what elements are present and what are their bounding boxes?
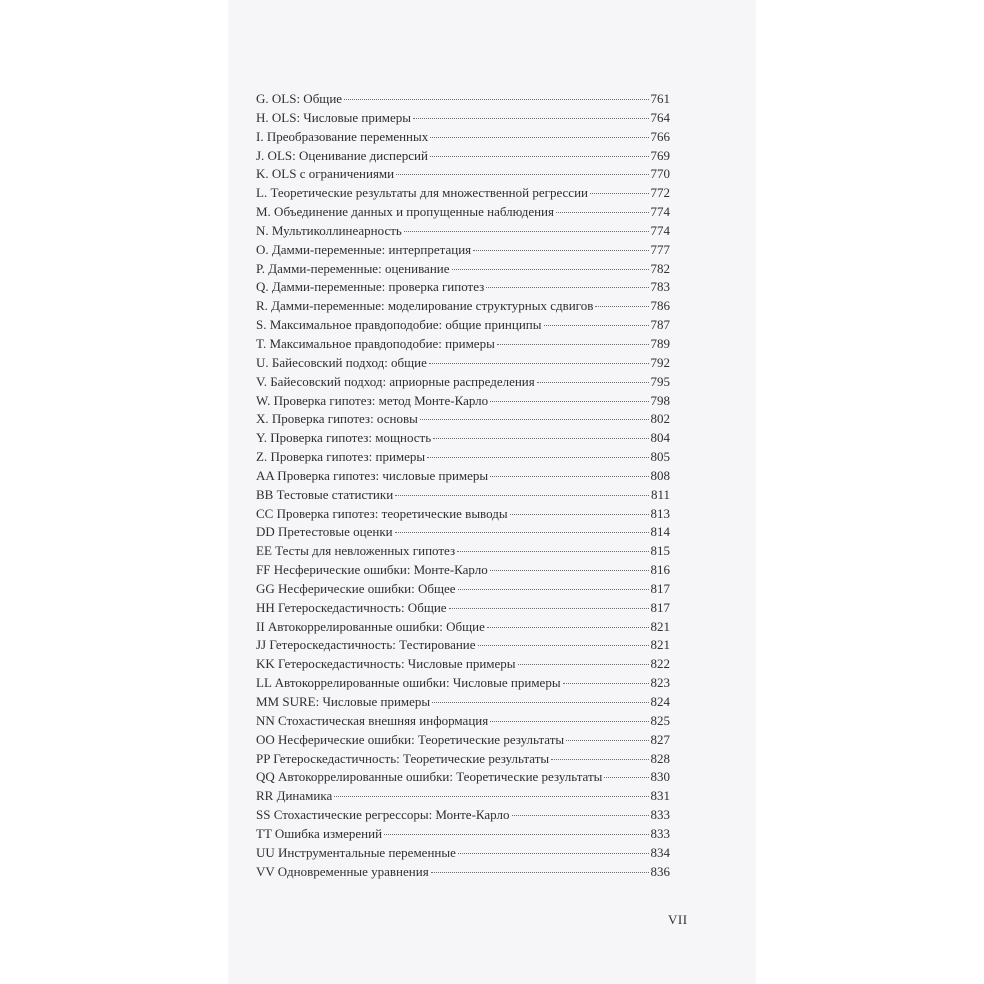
toc-entry-page-number: 830: [650, 769, 670, 785]
toc-entry: [256, 713, 670, 732]
toc-entry-page-number: 815: [650, 543, 670, 559]
dot-leader: [452, 269, 649, 270]
toc-entry: [256, 487, 670, 506]
toc-entry-title: VV Одновременные уравнения: [256, 863, 429, 879]
dot-leader: [566, 740, 648, 741]
toc-entry-page-number: 822: [650, 656, 670, 672]
toc-entry-title: S. Максимальное правдоподобие: общие принципы: [256, 317, 542, 333]
dot-leader: [431, 872, 649, 873]
toc-entry-title: X. Проверка гипотез: основы: [256, 411, 418, 427]
toc-entry-title: RR Динамика: [256, 788, 333, 804]
dot-leader: [384, 834, 648, 835]
toc-entry-title: AA Проверка гипотез: числовые примеры: [256, 467, 489, 483]
dot-leader: [430, 156, 649, 157]
toc-entry: [256, 298, 670, 317]
toc-entry-title: SS Стохастические регрессоры: Монте-Карло: [256, 807, 510, 823]
toc-entry-title: H. OLS: Числовые примеры: [256, 109, 412, 125]
toc-entry-page-number: 772: [650, 185, 670, 201]
dot-leader: [433, 438, 648, 439]
toc-entry-title: GG Несферические ошибки: Общее: [256, 580, 456, 596]
toc-entry-page-number: 761: [650, 91, 670, 106]
toc-entry: [256, 864, 670, 883]
toc-entry: [256, 788, 670, 807]
toc-entry: [256, 675, 670, 694]
dot-leader: [420, 419, 649, 420]
toc-entry-page-number: 774: [650, 222, 670, 238]
toc-entry-title: JJ Гетероскедастичность: Тестирование: [256, 637, 476, 653]
toc-entry: [256, 656, 670, 675]
toc-entry-page-number: 833: [650, 807, 670, 823]
dot-leader: [395, 532, 649, 533]
toc-entry-page-number: 787: [650, 317, 670, 333]
dot-leader: [457, 551, 648, 552]
dot-leader: [432, 702, 648, 703]
dot-leader: [604, 777, 648, 778]
toc-entry: [256, 91, 670, 110]
dot-leader: [510, 514, 649, 515]
toc-entry-page-number: 808: [650, 467, 670, 483]
dot-leader: [458, 853, 649, 854]
dot-leader: [556, 212, 649, 213]
dot-leader: [486, 287, 648, 288]
toc-entry-page-number: 813: [650, 505, 670, 521]
toc-entry: [256, 732, 670, 751]
toc-entry-page-number: 789: [650, 335, 670, 351]
toc-entry-title: W. Проверка гипотез: метод Монте-Карло: [256, 392, 489, 408]
toc-entry-title: MM SURE: Числовые примеры: [256, 694, 431, 709]
dot-leader: [396, 174, 648, 175]
toc-entry-page-number: 802: [650, 411, 670, 427]
dot-leader: [497, 344, 649, 345]
toc-entry-title: R. Дамми-переменные: моделирование структурных сдвигов: [256, 298, 594, 314]
toc-entry: [256, 336, 670, 355]
toc-entry: [256, 374, 670, 393]
toc-entry: [256, 524, 670, 543]
toc-entry-title: M. Объединение данных и пропущенные наблюдения: [256, 204, 554, 220]
toc-entry: [256, 355, 670, 374]
dot-leader: [590, 193, 649, 194]
toc-entry-page-number: 811: [650, 486, 670, 502]
dot-leader: [595, 306, 648, 307]
toc-entry: [256, 751, 670, 770]
toc-entry: [256, 637, 670, 656]
toc-entry: [256, 204, 670, 223]
toc-entry-page-number: 831: [650, 788, 670, 804]
toc-entry: [256, 562, 670, 581]
dot-leader: [473, 250, 648, 251]
toc-entry: [256, 279, 670, 298]
dot-leader: [487, 627, 649, 628]
toc-entry-title: T. Максимальное правдоподобие: примеры: [256, 335, 495, 351]
toc-entry-page-number: 798: [650, 392, 670, 408]
toc-entry: [256, 223, 670, 242]
toc-entry: [256, 166, 670, 185]
dot-leader: [449, 608, 649, 609]
toc-entry-title: P. Дамми-переменные: оценивание: [256, 260, 450, 276]
dot-leader: [458, 589, 649, 590]
dot-leader: [413, 118, 648, 119]
dot-leader: [429, 363, 649, 364]
toc-entry-title: Z. Проверка гипотез: примеры: [256, 449, 426, 465]
toc-entry-page-number: 824: [650, 694, 670, 709]
toc-entry-page-number: 764: [650, 109, 670, 125]
dot-leader: [404, 231, 649, 232]
toc-entry-title: FF Несферические ошибки: Монте-Карло: [256, 562, 488, 578]
toc-entry-title: O. Дамми-переменные: интерпретация: [256, 241, 472, 257]
toc-entry-page-number: 770: [650, 166, 670, 182]
toc-entry-title: U. Байесовский подход: общие: [256, 354, 427, 370]
toc-entry-page-number: 823: [650, 675, 670, 691]
toc-entry: [256, 845, 670, 864]
toc-entry-title: HH Гетероскедастичность: Общие: [256, 599, 447, 615]
dot-leader: [334, 796, 648, 797]
dot-leader: [544, 325, 649, 326]
toc-entry-page-number: 821: [650, 637, 670, 653]
toc-entry: [256, 242, 670, 261]
toc-entry: [256, 826, 670, 845]
dot-leader: [537, 382, 649, 383]
toc-entry-page-number: 783: [650, 279, 670, 295]
toc-entry-title: NN Стохастическая внешняя информация: [256, 712, 489, 728]
toc-entry-title: Y. Проверка гипотез: мощность: [256, 430, 432, 446]
toc-entry-title: CC Проверка гипотез: теоретические выводы: [256, 505, 508, 521]
dot-leader: [490, 721, 648, 722]
dot-leader: [430, 137, 648, 138]
toc-entry-title: PP Гетероскедастичность: Теоретические результаты: [256, 750, 550, 766]
toc-entry-page-number: 782: [650, 260, 670, 276]
toc-entry-title: Q. Дамми-переменные: проверка гипотез: [256, 279, 485, 295]
toc-entry: [256, 185, 670, 204]
toc-entry-page-number: 814: [650, 524, 670, 540]
dot-leader: [512, 815, 649, 816]
toc-entry-title: G. OLS: Общие: [256, 91, 343, 106]
toc-entry: [256, 694, 670, 713]
toc-entry-page-number: 805: [650, 449, 670, 465]
toc-entry-page-number: 766: [650, 128, 670, 144]
toc-entry-title: OO Несферические ошибки: Теоретические результаты: [256, 731, 565, 747]
toc-entry-page-number: 774: [650, 204, 670, 220]
toc-entry-title: V. Байесовский подход: априорные распределения: [256, 373, 535, 389]
toc-entry-title: EE Тесты для невложенных гипотез: [256, 543, 456, 559]
dot-leader: [490, 401, 648, 402]
toc-entry: [256, 449, 670, 468]
dot-leader: [490, 476, 648, 477]
toc-entry-title: KK Гетероскедастичность: Числовые примеры: [256, 656, 516, 672]
dot-leader: [478, 645, 649, 646]
toc-entry-page-number: 769: [650, 147, 670, 163]
toc-entry-page-number: 827: [650, 731, 670, 747]
toc-entry-page-number: 821: [650, 618, 670, 634]
toc-entry: [256, 619, 670, 638]
toc-entry: [256, 468, 670, 487]
toc-entry: [256, 769, 670, 788]
toc-entry-page-number: 792: [650, 354, 670, 370]
toc-entry-title: DD Претестовые оценки: [256, 524, 393, 540]
table-of-contents: [256, 91, 670, 882]
toc-entry-page-number: 795: [650, 373, 670, 389]
toc-entry-title: L. Теоретические результаты для множественной регрессии: [256, 185, 588, 201]
toc-entry-title: BB Тестовые статистики: [256, 486, 394, 502]
toc-entry: [256, 411, 670, 430]
toc-entry-title: LL Автокоррелированные ошибки: Числовые примеры: [256, 675, 561, 691]
toc-entry: [256, 506, 670, 525]
toc-entry: [256, 543, 670, 562]
toc-entry: [256, 129, 670, 148]
dot-leader: [518, 664, 649, 665]
toc-entry-title: N. Мультиколлинеарность: [256, 222, 402, 238]
toc-entry-page-number: 828: [650, 750, 670, 766]
toc-entry-title: UU Инструментальные переменные: [256, 844, 456, 860]
toc-entry-title: I. Преобразование переменных: [256, 128, 429, 144]
toc-entry-page-number: 834: [650, 844, 670, 860]
toc-entry-title: II Автокоррелированные ошибки: Общие: [256, 618, 485, 634]
toc-entry: [256, 110, 670, 129]
dot-leader: [563, 683, 649, 684]
toc-entry: [256, 317, 670, 336]
toc-entry-title: QQ Автокоррелированные ошибки: Теоретические результаты: [256, 769, 603, 785]
toc-entry-page-number: 804: [650, 430, 670, 446]
toc-entry-page-number: 777: [650, 241, 670, 257]
toc-entry-page-number: 816: [650, 562, 670, 578]
toc-entry: [256, 148, 670, 167]
toc-entry: [256, 600, 670, 619]
dot-leader: [344, 99, 648, 100]
toc-entry-page-number: 825: [650, 712, 670, 728]
toc-entry: [256, 581, 670, 600]
page-number: VII: [668, 912, 688, 927]
dot-leader: [427, 457, 648, 458]
toc-entry-title: J. OLS: Оценивание дисперсий: [256, 147, 428, 163]
toc-entry: [256, 393, 670, 412]
toc-entry-title: K. OLS с ограничениями: [256, 166, 395, 182]
toc-entry-page-number: 786: [650, 298, 670, 314]
dot-leader: [490, 570, 649, 571]
toc-entry: [256, 430, 670, 449]
toc-entry-page-number: 836: [650, 863, 670, 879]
toc-entry-page-number: 817: [650, 599, 670, 615]
toc-entry-page-number: 833: [650, 825, 670, 841]
toc-entry-page-number: 817: [650, 580, 670, 596]
toc-entry: [256, 261, 670, 280]
dot-leader: [395, 495, 649, 496]
toc-entry: [256, 807, 670, 826]
toc-entry-title: TT Ошибка измерений: [256, 825, 383, 841]
dot-leader: [551, 759, 648, 760]
